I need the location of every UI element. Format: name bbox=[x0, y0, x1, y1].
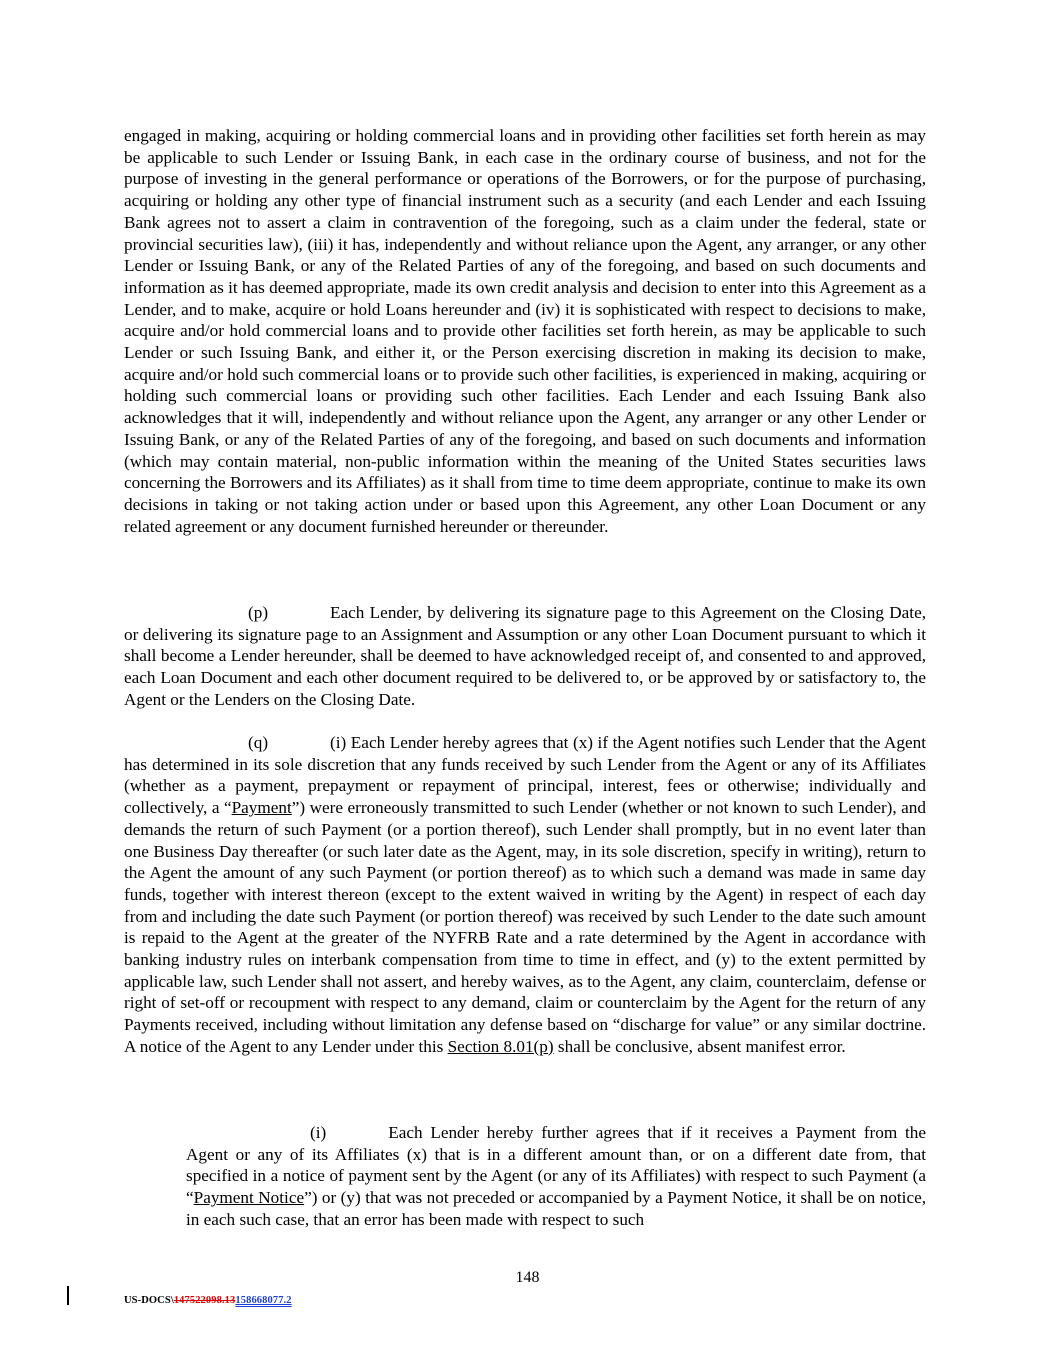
document-id bbox=[124, 1290, 292, 1312]
defined-term-payment-notice: Payment Notice bbox=[193, 1188, 305, 1208]
paragraph-text: shall be conclusive, absent manifest error. bbox=[553, 1036, 846, 1056]
page-number: 148 bbox=[515, 1269, 540, 1286]
doc-id-deleted: 147522098.13 bbox=[173, 1295, 236, 1306]
paragraph-text: engaged in making, acquiring or holding commercial loans and in providing other facilities set forth herein as may be applicable to such Lender or Issuing Bank, in each case in the ordinary course of business, and not for the purpose of investing in the general performance or operations of the Borrowers, or for the purpose of purchasing, acquiring or holding any other type of financial instrument such as a security (and each Lender and each Issuing Bank agrees not to assert a claim in contravention of the foregoing, such as a claim under the federal, state or provincial securities law), (iii) it has, independently and without reliance upon the Agent, any arranger, or any other Lender or Issuing Bank, or any of the Related Parties of any of the foregoing, and based on such documents and information as it has deemed appropriate, made its own credit analysis and decision to enter into this Agreement as a Lender, and to make, acquire or hold Loans hereunder and (iv) it is sophisticated with respect to decisions to make, acquire and/or hold commercial loans and to provide other facilities set forth herein, as may be applicable to such Lender or such Issuing Bank, and either it, or the Person exercising discretion in making its decision to make, acquire and/or hold such commercial loans or to provide such other facilities, is experienced in making, acquiring or holding such commercial loans or providing such other facilities. Each Lender and each Issuing Bank also acknowledges that it will, independently and without reliance upon the Agent, any arranger or any other Lender or Issuing Bank, or any of the Related Parties of any of the foregoing, and based on such documents and information (which may contain material, non-public information within the meaning of the United States securities laws concerning the Borrowers and its Affiliates) as it shall from time to time deem appropriate, continue to make its own decisions in taking or not taking action under or based upon this Agreement, any other Loan Document or any related agreement or any document furnished hereunder or thereunder. bbox=[124, 126, 926, 536]
paragraph-text: Each Lender hereby further agrees that if it receives a Payment from the Agent or any of its Affiliates (x) that is in a different amount than, or on a different date from, that specified in a notice of payment sent by the Agent (or any of its Affiliates) with respect to such Payment (a “ bbox=[186, 1123, 926, 1208]
paragraph-q-i bbox=[186, 1122, 926, 1231]
paragraph-text: ”) or (y) that was not preceded or accompanied by a Payment Notice, it shall be on notice, in each such case, that an error has been made with respect to such bbox=[186, 1188, 926, 1229]
defined-term-payment: Payment bbox=[231, 798, 292, 818]
clause-label: (q) bbox=[248, 733, 269, 752]
paragraph-p bbox=[124, 602, 926, 711]
paragraph-text: Each Lender, by delivering its signature page to this Agreement on the Closing Date, or delivering its signature page to an Assignment and Assumption or any other Loan Document pursuant to which it shall become a Lender hereunder, shall be deemed to have acknowledged receipt of, and consented to and approved, each Loan Document and each other document required to be delivered to, or be approved by or satisfactory to, the Agent or the Lenders on the Closing Date. bbox=[124, 603, 926, 709]
paragraph-q bbox=[124, 732, 926, 1058]
paragraph-text: (i) Each Lender hereby agrees that (x) if the Agent notifies such Lender that the Agent has determined in its sole discretion that any funds received by such Lender from the Agent or any of its Affiliates (whether as a payment, prepayment or repayment of principal, interest, fees or otherwise; individually and collectively, a “ bbox=[124, 733, 926, 818]
section-reference: Section 8.01(p) bbox=[447, 1036, 554, 1056]
change-bar bbox=[67, 1286, 69, 1305]
paragraph-text: ”) were erroneously transmitted to such Lender (whether or not known to such Lender), and demands the return of such Payment (or a portion thereof), such Lender shall promptly, but in no event later than one Business Day thereafter (or such later date as the Agent, may, in its sole discretion, specify in writing), return to the Agent the amount of any such Payment (or portion thereof) as to which such a demand was made in same day funds, together with interest thereon (except to the extent waived in writing by the Agent) in respect of each day from and including the date such Payment (or portion thereof) was received by such Lender to the date such amount is repaid to the Agent at the greater of the NYFRB Rate and a rate determined by the Agent in accordance with banking industry rules on interbank compensation from time to time in effect, and (y) to the extent permitted by applicable law, such Lender shall not assert, and hereby waives, as to the Agent, any claim, counterclaim, defense or right of set-off or recoupment with respect to any demand, claim or counterclaim by the Agent for the return of any Payments received, including without limitation any defense based on “discharge for value” or any similar doctrine. A notice of the Agent to any Lender under this bbox=[124, 798, 926, 1056]
doc-id-prefix: US-DOCS\ bbox=[124, 1295, 174, 1306]
doc-id-inserted: 158668077.2 bbox=[235, 1295, 292, 1306]
clause-label: (p) bbox=[248, 603, 269, 622]
paragraph-continuation bbox=[124, 125, 926, 537]
clause-label: (i) bbox=[310, 1123, 327, 1142]
